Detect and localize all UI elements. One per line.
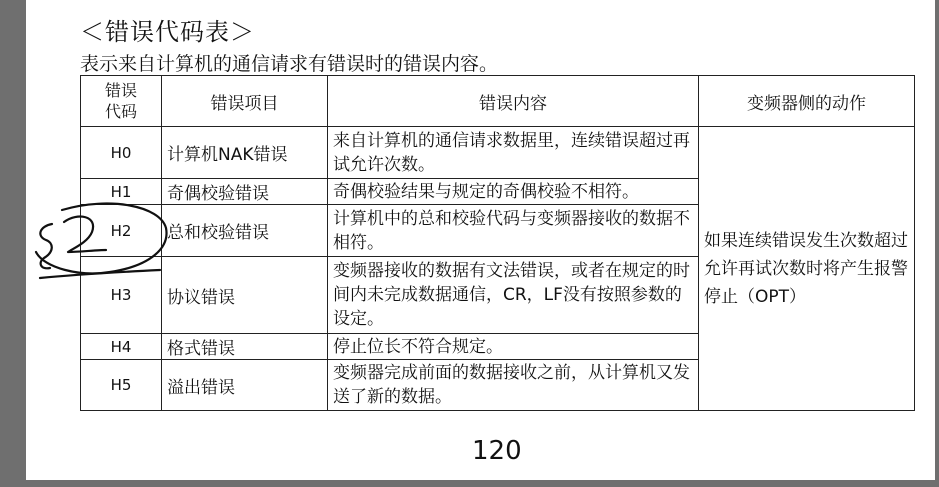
cell-code: H5 xyxy=(81,360,162,411)
cell-code: H2 xyxy=(81,205,162,257)
cell-code: H1 xyxy=(81,179,162,205)
page-number: 120 xyxy=(472,436,522,466)
header-description: 错误内容 xyxy=(328,76,699,127)
cell-description: 变频器接收的数据有文法错误，或者在规定的时间内未完成数据通信，CR，LF没有按照参数的设定。 xyxy=(328,257,699,334)
cell-description: 奇偶校验结果与规定的奇偶校验不相符。 xyxy=(328,179,699,205)
cell-code: H4 xyxy=(81,334,162,360)
scribble-digit-stroke xyxy=(40,224,52,268)
section-heading: ＜错误代码表＞ xyxy=(80,18,255,46)
cell-action: 如果连续错误发生次数超过允许再试次数时将产生报警停止（OPT） xyxy=(699,127,915,411)
viewer-bottom-margin xyxy=(0,480,939,487)
cell-description: 来自计算机的通信请求数据里，连续错误超过再试允许次数。 xyxy=(328,127,699,179)
error-code-table xyxy=(80,75,915,411)
cell-item: 格式错误 xyxy=(162,334,328,360)
cell-code: H3 xyxy=(81,257,162,334)
cell-code: H0 xyxy=(81,127,162,179)
cell-item: 协议错误 xyxy=(162,257,328,334)
table-header-row xyxy=(81,76,915,127)
header-action: 变频器侧的动作 xyxy=(699,76,915,127)
cell-item: 计算机NAK错误 xyxy=(162,127,328,179)
cell-description: 停止位长不符合规定。 xyxy=(328,334,699,360)
viewer-right-margin xyxy=(935,0,939,487)
cell-description: 变频器完成前面的数据接收之前，从计算机又发送了新的数据。 xyxy=(328,360,699,411)
viewer-left-margin xyxy=(0,0,26,487)
header-item: 错误项目 xyxy=(162,76,328,127)
cell-item: 总和校验错误 xyxy=(162,205,328,257)
cell-item: 溢出错误 xyxy=(162,360,328,411)
cell-description: 计算机中的总和校验代码与变频器接收的数据不相符。 xyxy=(328,205,699,257)
section-subheading: 表示来自计算机的通信请求有错误时的错误内容。 xyxy=(80,53,499,75)
header-code: 错误 代码 xyxy=(81,76,162,127)
table-row xyxy=(81,127,915,179)
cell-item: 奇偶校验错误 xyxy=(162,179,328,205)
